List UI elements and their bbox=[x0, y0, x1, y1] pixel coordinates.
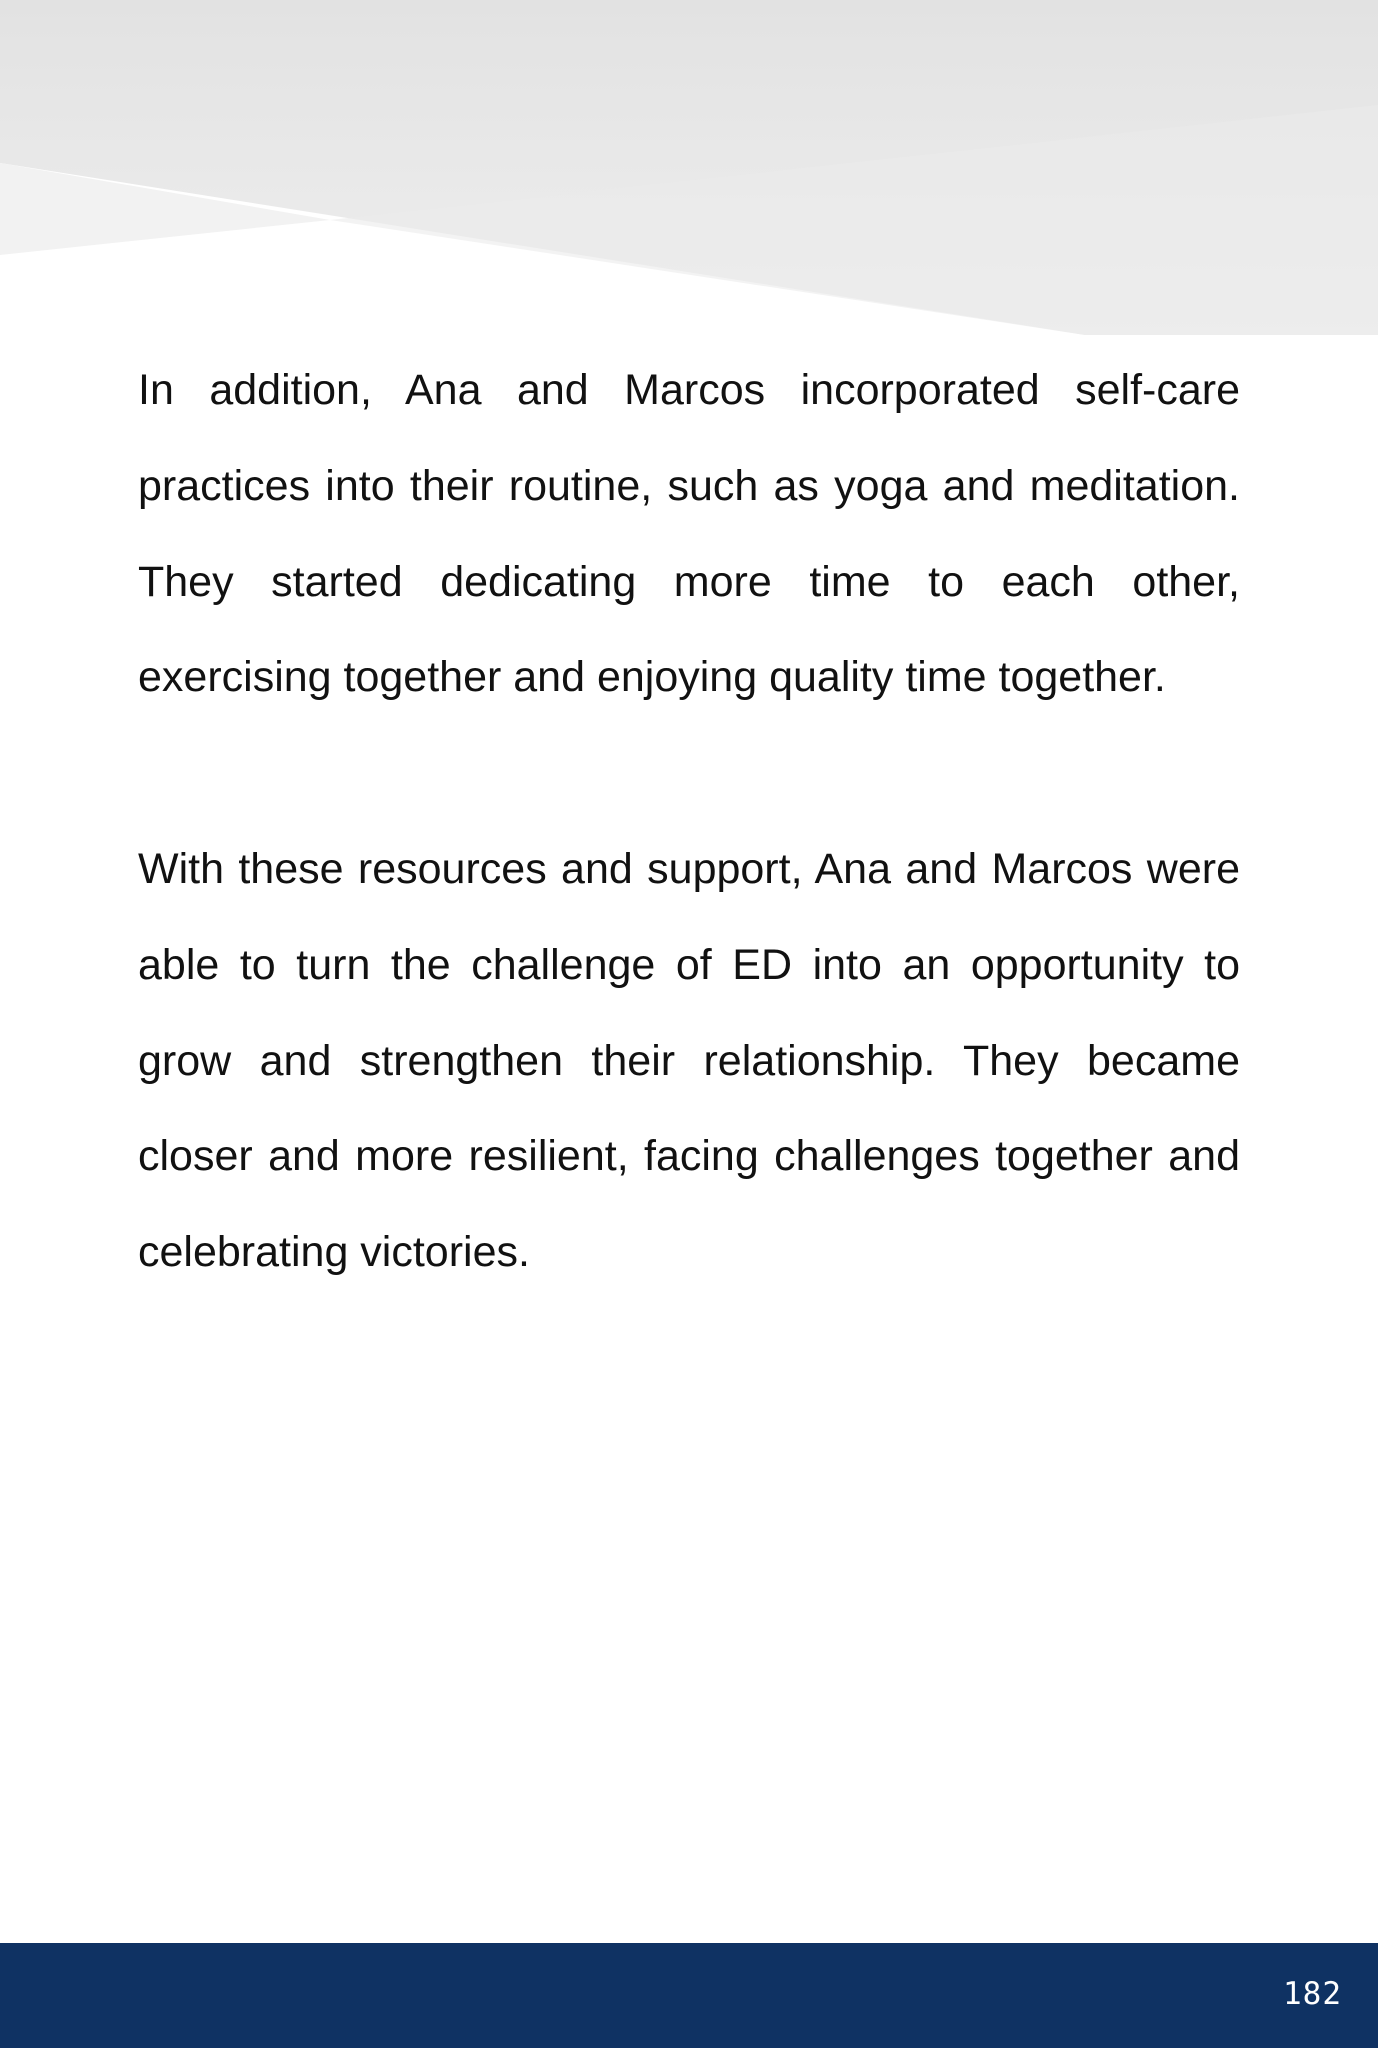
paragraph-2: With these resources and support, Ana and Marcos were able to turn the challenge of ED into an opportunity to grow and strengthen their relationship. They became closer and more resilient, facing challenges together and celebrating victories. bbox=[138, 844, 1240, 1277]
header-decoration bbox=[0, 0, 1378, 340]
paragraph-1: In addition, Ana and Marcos incorporated self-care practices into their routine, such as yoga and meditation. They started dedicating more time to each other, exercising together and enjoying quality time together. bbox=[138, 366, 1240, 702]
footer-bar bbox=[0, 1943, 1378, 2048]
body-text bbox=[138, 343, 1240, 1397]
page-number: 182 bbox=[1283, 1976, 1342, 2012]
